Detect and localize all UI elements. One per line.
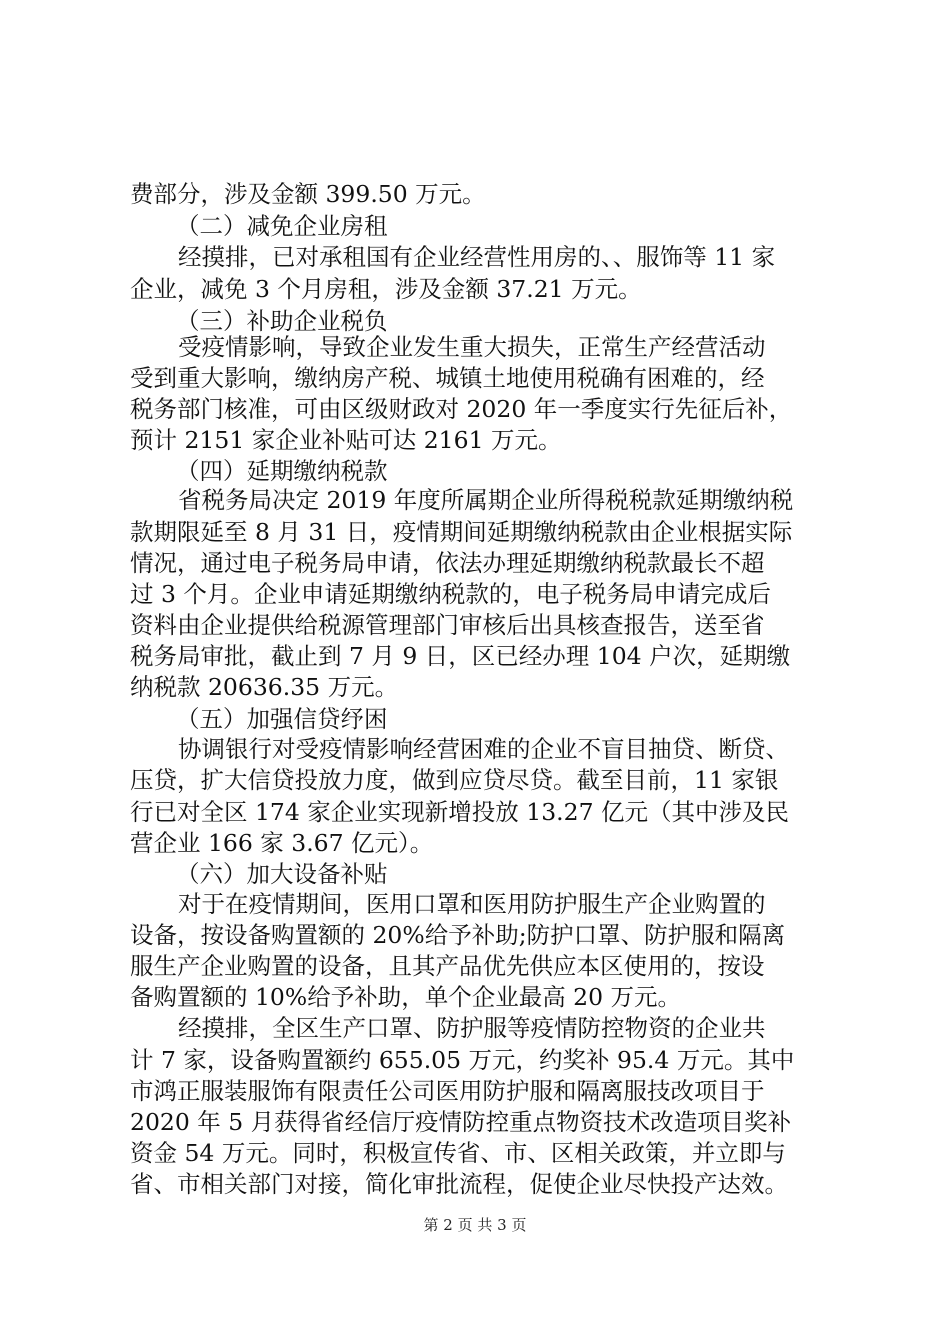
paragraph-line: 受疫情影响，导致企业发生重大损失，正常生产经营活动 (178, 333, 766, 361)
paragraph-line: 协调银行对受疫情影响经营困难的企业不盲目抽贷、断贷、 (178, 735, 789, 763)
paragraph-line: 税务局审批，截止到 7 月 9 日，区已经办理 104 户次，延期缴 (130, 642, 791, 670)
paragraph-line: 压贷，扩大信贷投放力度，做到应贷尽贷。截至目前，11 家银 (130, 766, 779, 794)
section-heading: （四）延期缴纳税款 (176, 457, 388, 485)
section-heading: （二）减免企业房租 (176, 212, 388, 240)
paragraph-line: 预计 2151 家企业补贴可达 2161 万元。 (130, 426, 562, 454)
paragraph-line: 款期限延至 8 月 31 日，疫情期间延期缴纳税款由企业根据实际 (130, 518, 793, 546)
paragraph-line: 纳税款 20636.35 万元。 (130, 673, 399, 701)
paragraph-line: 市鸿正服装服饰有限责任公司医用防护服和隔离服技改项目于 (130, 1077, 765, 1105)
paragraph-line: 营企业 166 家 3.67 亿元）。 (130, 829, 434, 857)
paragraph-line: 企业，减免 3 个月房租，涉及金额 37.21 万元。 (130, 275, 642, 303)
section-heading: （六）加大设备补贴 (176, 860, 388, 888)
section-heading: （五）加强信贷纾困 (176, 705, 388, 733)
paragraph-line: 资料由企业提供给税源管理部门审核后出具核查报告，送至省 (130, 611, 765, 639)
paragraph-line: 税务部门核准，可由区级财政对 2020 年一季度实行先征后补， (130, 395, 793, 423)
paragraph-line: 情况，通过电子税务局申请，依法办理延期缴纳税款最长不超 (130, 549, 765, 577)
paragraph-line: 资金 54 万元。同时，积极宣传省、市、区相关政策，并立即与 (130, 1139, 786, 1167)
paragraph-line: 设备，按设备购置额的 20%给予补助;防护口罩、防护服和隔离 (130, 921, 786, 949)
paragraph-line: 过 3 个月。企业申请延期缴纳税款的，电子税务局申请完成后 (130, 580, 771, 608)
paragraph-line: 计 7 家，设备购置额约 655.05 万元，约奖补 95.4 万元。其中 (130, 1046, 795, 1074)
paragraph-line: 行已对全区 174 家企业实现新增投放 13.27 亿元（其中涉及民 (130, 798, 790, 826)
paragraph-line: 对于在疫情期间，医用口罩和医用防护服生产企业购置的 (178, 890, 766, 918)
paragraph-line: 省税务局决定 2019 年度所属期企业所得税税款延期缴纳税 (178, 486, 794, 514)
paragraph-line: 省、市相关部门对接，简化审批流程，促使企业尽快投产达效。 (130, 1170, 788, 1198)
section-heading: （三）补助企业税负 (176, 307, 388, 335)
paragraph-line: 2020 年 5 月获得省经信厅疫情防控重点物资技术改造项目奖补 (130, 1108, 792, 1136)
paragraph-line: 费部分，涉及金额 399.50 万元。 (130, 180, 486, 208)
paragraph-line: 备购置额的 10%给予补助，单个企业最高 20 万元。 (130, 983, 682, 1011)
paragraph-line: 受到重大影响，缴纳房产税、城镇土地使用税确有困难的，经 (130, 364, 765, 392)
page-footer: 第 2 页 共 3 页 (423, 1216, 527, 1234)
paragraph-line: 经摸排，已对承租国有企业经营性用房的、、服饰等 11 家 (178, 243, 776, 271)
paragraph-line: 经摸排，全区生产口罩、防护服等疫情防控物资的企业共 (178, 1014, 766, 1042)
paragraph-line: 服生产企业购置的设备，且其产品优先供应本区使用的，按设 (130, 952, 765, 980)
